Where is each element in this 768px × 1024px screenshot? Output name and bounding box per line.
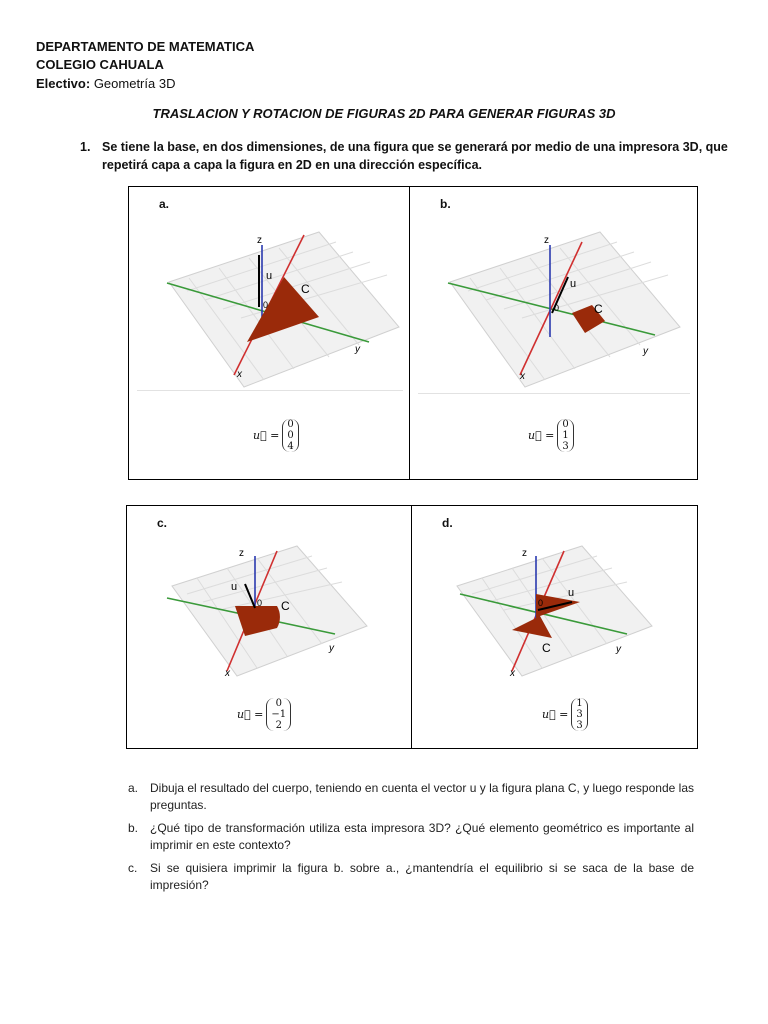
figure-label-b: b. <box>440 197 451 211</box>
z-axis-label: z <box>239 548 244 559</box>
elective-line <box>36 75 175 93</box>
vector-x: 0 <box>275 698 282 709</box>
elective-label: Electivo: <box>36 76 91 91</box>
z-axis-label: z <box>544 235 549 246</box>
vector-u-label: u <box>568 587 575 599</box>
shape-c-label: C <box>542 641 551 655</box>
z-axis-label: z <box>522 548 527 559</box>
page-title: TRASLACION Y ROTACION DE FIGURAS 2D PARA GENERAR FIGURAS 3D <box>152 106 616 121</box>
department-heading: DEPARTAMENTO DE MATEMATICA <box>36 39 255 54</box>
vector-y: −1 <box>271 709 287 720</box>
vector-u-label: u <box>266 270 273 282</box>
figure-grid-top <box>128 186 698 480</box>
vector-z: 2 <box>275 720 282 731</box>
vector-x: 0 <box>287 419 294 430</box>
sub-question-b <box>128 820 694 854</box>
vector-y: 3 <box>576 709 583 720</box>
figure-cell-b <box>410 187 697 479</box>
figure-cell-c <box>127 506 412 748</box>
school-heading: COLEGIO CAHUALA <box>36 57 164 72</box>
origin-label: 0 <box>263 300 269 310</box>
vector-matrix <box>282 419 298 452</box>
question-text: Se tiene la base, en dos dimensiones, de una figura que se generará por medio de una impresora 3D, que repetirá capa a capa la figura en 2D en una dirección específica. <box>102 140 728 172</box>
figure-grid-bottom <box>126 505 698 749</box>
y-axis-label: y <box>643 346 648 357</box>
vector-b <box>528 419 574 452</box>
vector-d <box>542 698 588 731</box>
sub-questions <box>128 780 694 900</box>
y-axis-label: y <box>329 643 334 654</box>
vector-z: 3 <box>562 441 569 452</box>
elective-value: Geometría 3D <box>93 76 176 91</box>
vector-name: u⃗ = <box>528 429 555 442</box>
vector-c <box>237 698 291 731</box>
vector-x: 1 <box>576 698 583 709</box>
vector-matrix <box>571 698 587 731</box>
y-axis-label: y <box>616 644 621 655</box>
vector-matrix <box>266 698 291 731</box>
x-axis-label: x <box>510 668 515 679</box>
sub-question-c <box>128 860 694 894</box>
figure-label-a: a. <box>159 197 170 211</box>
figure-label-d: d. <box>442 516 453 530</box>
vector-u-label: u <box>570 278 577 290</box>
z-axis-label: z <box>257 235 262 246</box>
origin-label: 0 <box>538 598 544 608</box>
vector-z: 3 <box>576 720 583 731</box>
x-axis-label: x <box>225 668 230 679</box>
vector-name: u⃗ = <box>237 708 264 721</box>
vector-u-label: u <box>231 581 238 593</box>
vector-y: 0 <box>287 430 294 441</box>
divider <box>137 390 403 391</box>
sub-question-letter: c. <box>128 861 138 875</box>
vector-a <box>253 419 299 452</box>
x-axis-label: x <box>520 371 525 382</box>
question-number: 1. <box>80 140 91 154</box>
vector-name: u⃗ = <box>253 429 280 442</box>
vector-x: 0 <box>562 419 569 430</box>
vector-z: 4 <box>287 441 294 452</box>
grid-plane <box>450 232 680 387</box>
divider <box>418 393 690 394</box>
x-axis-label: x <box>237 369 242 380</box>
vector-name: u⃗ = <box>542 708 569 721</box>
shape-c-label: C <box>281 599 290 613</box>
origin-label: 0 <box>257 598 263 608</box>
figure-cell-a <box>129 187 410 479</box>
sub-question-letter: b. <box>128 821 139 835</box>
sub-question-text: ¿Qué tipo de transformación utiliza esta impresora 3D? ¿Qué elemento geométrico es importante al imprimir en este contexto? <box>150 821 694 852</box>
sub-question-letter: a. <box>128 781 139 795</box>
origin-label: 0 <box>554 303 560 313</box>
vector-matrix <box>557 419 573 452</box>
grid-plane <box>457 546 652 676</box>
shape-c-label: C <box>301 282 310 296</box>
sub-question-text: Si se quisiera imprimir la figura b. sobre a., ¿mantendría el equilibrio si se saca de la base de impresión? <box>150 861 694 892</box>
y-axis-label: y <box>355 344 360 355</box>
vector-y: 1 <box>562 430 569 441</box>
figure-cell-d <box>412 506 697 748</box>
sub-question-text: Dibuja el resultado del cuerpo, teniendo en cuenta el vector u y la figura plana C, y luego responde las preguntas. <box>150 781 694 812</box>
sub-question-a <box>128 780 694 814</box>
shape-c-label: C <box>594 302 603 316</box>
figure-label-c: c. <box>157 516 168 530</box>
